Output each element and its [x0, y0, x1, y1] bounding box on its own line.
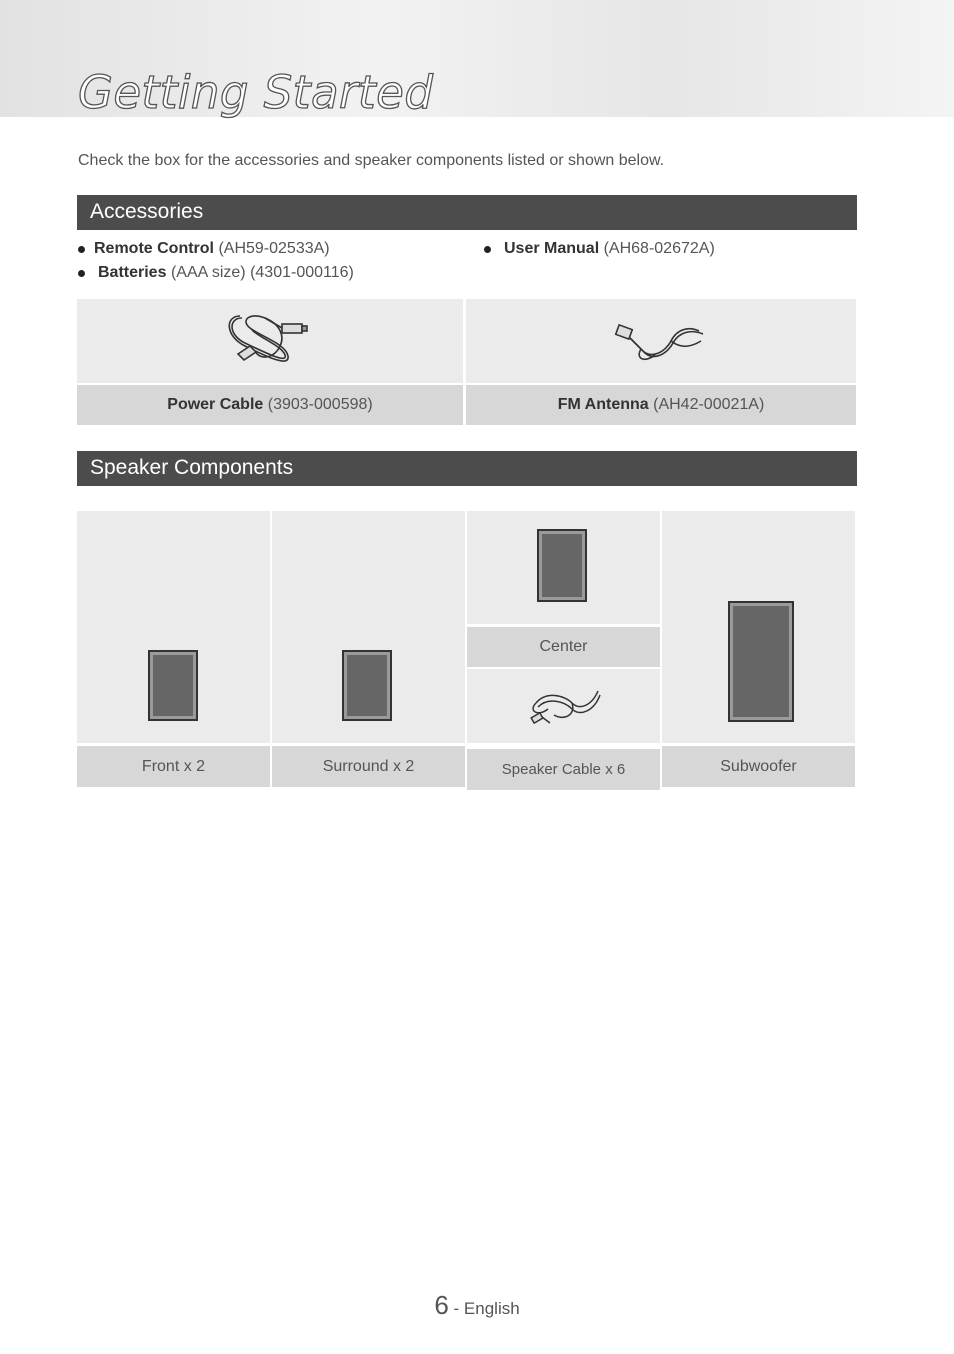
item-detail: (AAA size) (4301-000116)	[170, 264, 354, 281]
item-name: FM Antenna	[557, 396, 649, 413]
power-cable-image	[77, 299, 463, 383]
front-speaker-cell	[77, 511, 270, 787]
item-detail: (AH59-02533A)	[218, 240, 330, 257]
item-name: User Manual	[504, 240, 600, 257]
surround-speaker-icon	[342, 650, 392, 721]
accessories-heading: Accessories	[77, 195, 857, 230]
subwoofer-label: Subwoofer	[662, 746, 855, 787]
accessories-list-left	[78, 237, 354, 285]
power-cable-label	[77, 385, 463, 425]
front-speaker-label: Front x 2	[77, 746, 270, 787]
center-speaker-icon	[537, 529, 587, 602]
power-cable-icon	[220, 306, 320, 376]
subwoofer-icon	[728, 601, 794, 722]
item-detail: (AH42-00021A)	[653, 396, 765, 413]
list-item	[484, 237, 715, 261]
intro-text: Check the box for the accessories and speaker components listed or shown below.	[78, 152, 665, 169]
item-detail: (3903-000598)	[267, 396, 373, 413]
page-number: 6	[434, 1290, 449, 1320]
item-detail: (AH68-02672A)	[603, 240, 715, 257]
surround-speaker-label: Surround x 2	[272, 746, 465, 787]
item-name: Remote Control	[94, 240, 214, 257]
speaker-cable-label: Speaker Cable x 6	[467, 749, 660, 790]
front-speaker-icon	[148, 650, 198, 721]
item-name: Power Cable	[167, 396, 264, 413]
page-language: - English	[453, 1299, 520, 1318]
bullet-icon	[78, 246, 85, 253]
list-item	[78, 237, 354, 261]
center-speaker-cell	[467, 511, 660, 787]
fm-antenna-image	[466, 299, 856, 383]
speaker-components-table	[77, 511, 856, 787]
speaker-cable-image	[467, 669, 660, 743]
fm-antenna-label	[466, 385, 856, 425]
page-title: Getting Started	[78, 66, 434, 119]
speaker-cable-icon	[524, 681, 604, 731]
subwoofer-cell	[662, 511, 855, 787]
bullet-icon	[484, 246, 491, 253]
surround-speaker-cell	[272, 511, 465, 787]
accessories-list-right	[484, 237, 715, 261]
item-name: Batteries	[98, 264, 167, 281]
list-item	[78, 261, 354, 285]
center-speaker-label: Center	[467, 627, 660, 667]
bullet-icon	[78, 270, 85, 277]
page-footer	[0, 1290, 954, 1321]
accessories-table	[77, 299, 856, 425]
fm-antenna-icon	[611, 311, 711, 371]
speaker-components-heading: Speaker Components	[77, 451, 857, 486]
